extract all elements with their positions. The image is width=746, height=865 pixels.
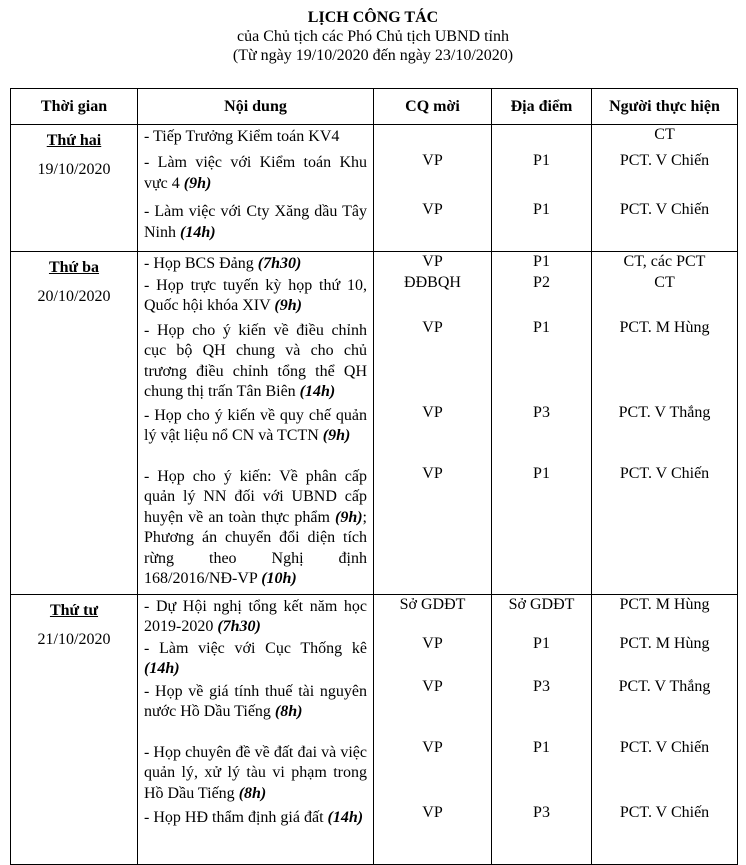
item-time: (7h30): [217, 618, 261, 635]
column-header-person: Người thực hiện: [592, 89, 738, 125]
item-time: (8h): [238, 784, 267, 802]
table-row: [11, 252, 738, 595]
item-agency: VP: [422, 803, 443, 821]
day-date: 21/10/2020: [37, 630, 111, 648]
item-text: - Dự Hội nghị tổng kết năm học 2019-2020: [144, 597, 367, 635]
item-person: PCT. V Thắng: [618, 677, 711, 695]
item-text: - Họp BCS Đảng: [144, 255, 258, 272]
item-person: PCT. V Chiến: [619, 152, 710, 169]
item-time-second: (10h): [261, 570, 297, 587]
schedule-table: [10, 88, 738, 865]
item-place: Sở GDĐT: [508, 595, 575, 613]
day-name: Thứ tư: [49, 601, 99, 619]
agency-cell: [374, 594, 492, 864]
item-person: PCT. V Thắng: [618, 404, 711, 421]
item-place: [492, 125, 591, 151]
item-agency: Sở GDĐT: [399, 595, 466, 613]
item-time: (14h): [144, 660, 180, 677]
item-agency: VP: [422, 634, 443, 652]
list-item: [144, 682, 367, 742]
item-agency: [374, 125, 491, 151]
item-agency: VP: [422, 677, 443, 695]
agency-cell: [374, 125, 492, 252]
item-person: PCT. V Chiến: [619, 201, 710, 218]
content-cell: [138, 252, 374, 595]
day-cell: [11, 252, 138, 595]
item-person: PCT. M Hùng: [619, 319, 710, 336]
list-item: [144, 467, 367, 591]
item-text: - Làm việc với Cục Thống kê: [144, 639, 367, 657]
list-item: [144, 321, 367, 405]
item-time: (14h): [327, 808, 364, 826]
item-text: - Họp cho ý kiến về quy chế quản lý vật liệu nổ CN và TCTN: [144, 406, 367, 444]
person-cell: [592, 594, 738, 864]
document-header: [0, 8, 746, 65]
item-agency: VP: [422, 253, 443, 270]
list-item: [144, 743, 367, 807]
item-text: - Họp chuyên đề về đất đai và việc quản lý, xử lý tàu vi phạm trong Hồ Dầu Tiếng: [144, 743, 367, 802]
table-row: [11, 594, 738, 864]
item-agency: VP: [422, 465, 443, 482]
item-place: P2: [533, 274, 550, 291]
item-time: (14h): [180, 223, 216, 241]
place-cell: [492, 594, 592, 864]
item-text-continued: ; Phương án chuyển đổi diện tích rừng theo Nghị định 168/2016/NĐ-VP: [144, 508, 367, 587]
item-person: CT, các PCT: [623, 253, 706, 270]
item-agency: ĐĐBQH: [404, 274, 461, 291]
day-name: Thứ hai: [46, 132, 102, 149]
item-person: PCT. M Hùng: [619, 595, 710, 613]
item-place: P1: [533, 634, 550, 652]
item-place: P3: [533, 803, 550, 821]
column-header-agency: CQ mời: [374, 89, 492, 125]
agency-cell: [374, 252, 492, 595]
place-cell: [492, 252, 592, 595]
item-agency: VP: [422, 738, 443, 756]
item-time: (9h): [322, 427, 351, 444]
day-date: 20/10/2020: [37, 288, 111, 305]
item-agency: VP: [422, 201, 443, 218]
item-place: P1: [533, 152, 550, 169]
document-date-range: (Từ ngày 19/10/2020 đến ngày 23/10/2020): [232, 47, 514, 64]
content-cell: [138, 125, 374, 252]
day-name: Thứ ba: [48, 259, 100, 276]
place-cell: [492, 125, 592, 252]
item-person: PCT. V Chiến: [619, 803, 710, 821]
item-person: CT: [654, 126, 675, 143]
list-item: [144, 153, 367, 201]
item-time: (7h30): [257, 255, 302, 272]
item-text: - Làm việc với Cty Xăng dầu Tây Ninh: [144, 203, 367, 241]
day-cell: [11, 594, 138, 864]
item-agency: VP: [422, 404, 443, 421]
column-header-time: Thời gian: [11, 89, 138, 125]
item-agency: VP: [422, 152, 443, 169]
list-item: [144, 406, 367, 466]
day-date: 19/10/2020: [37, 161, 111, 178]
content-cell: [138, 594, 374, 864]
item-place: P3: [533, 677, 550, 695]
item-time: (9h): [334, 508, 363, 526]
item-text: - Làm việc với Kiểm toán Khu vực 4: [144, 154, 367, 192]
item-place: P1: [533, 253, 550, 270]
item-place: P1: [533, 465, 550, 482]
item-place: P1: [533, 319, 550, 336]
item-place: P3: [533, 404, 550, 421]
item-time: (14h): [299, 383, 336, 400]
list-item: [144, 597, 367, 638]
item-place: P1: [533, 201, 550, 218]
item-text: - Tiếp Trưởng Kiểm toán KV4: [144, 128, 340, 145]
list-item: [144, 202, 367, 248]
column-header-content: Nội dung: [138, 89, 374, 125]
item-text: - Họp HĐ thẩm định giá đất: [144, 808, 328, 826]
table-header-row: [11, 89, 738, 125]
table-row: [11, 125, 738, 252]
item-text: - Họp trực tuyến kỳ họp thứ 10, Quốc hội khóa XIV: [144, 276, 367, 314]
person-cell: [592, 252, 738, 595]
person-cell: [592, 125, 738, 252]
item-person: PCT. M Hùng: [619, 634, 710, 652]
item-time: (9h): [274, 297, 302, 314]
item-text: - Họp về giá tính thuế tài nguyên nước Hồ Dầu Tiếng: [144, 682, 367, 720]
list-item: [144, 254, 367, 275]
document-subtitle: của Chủ tịch các Phó Chủ tịch UBND tỉnh: [237, 28, 509, 45]
document-title: LỊCH CÔNG TÁC: [307, 9, 439, 26]
item-text: - Họp cho ý kiến về điều chỉnh cục bộ QH chung và cho chủ trương điều chỉnh tổng thể QH chung thị trấn Tân Biên: [144, 321, 367, 400]
item-time: (9h): [183, 174, 212, 192]
item-time: (8h): [274, 703, 303, 720]
item-person: PCT. V Chiến: [619, 465, 710, 482]
list-item: [144, 127, 367, 152]
list-item: [144, 639, 367, 681]
item-agency: VP: [422, 319, 443, 336]
item-person: CT: [654, 274, 675, 291]
day-cell: [11, 125, 138, 252]
item-text: - Họp cho ý kiến: Về phân cấp quản lý NN đối với UBND cấp huyện về an toàn thực phẩm: [144, 467, 367, 526]
list-item: [144, 808, 367, 856]
item-person: PCT. V Chiến: [619, 738, 710, 756]
item-place: P1: [533, 738, 550, 756]
list-item: [144, 276, 367, 320]
column-header-place: Địa điểm: [492, 89, 592, 125]
